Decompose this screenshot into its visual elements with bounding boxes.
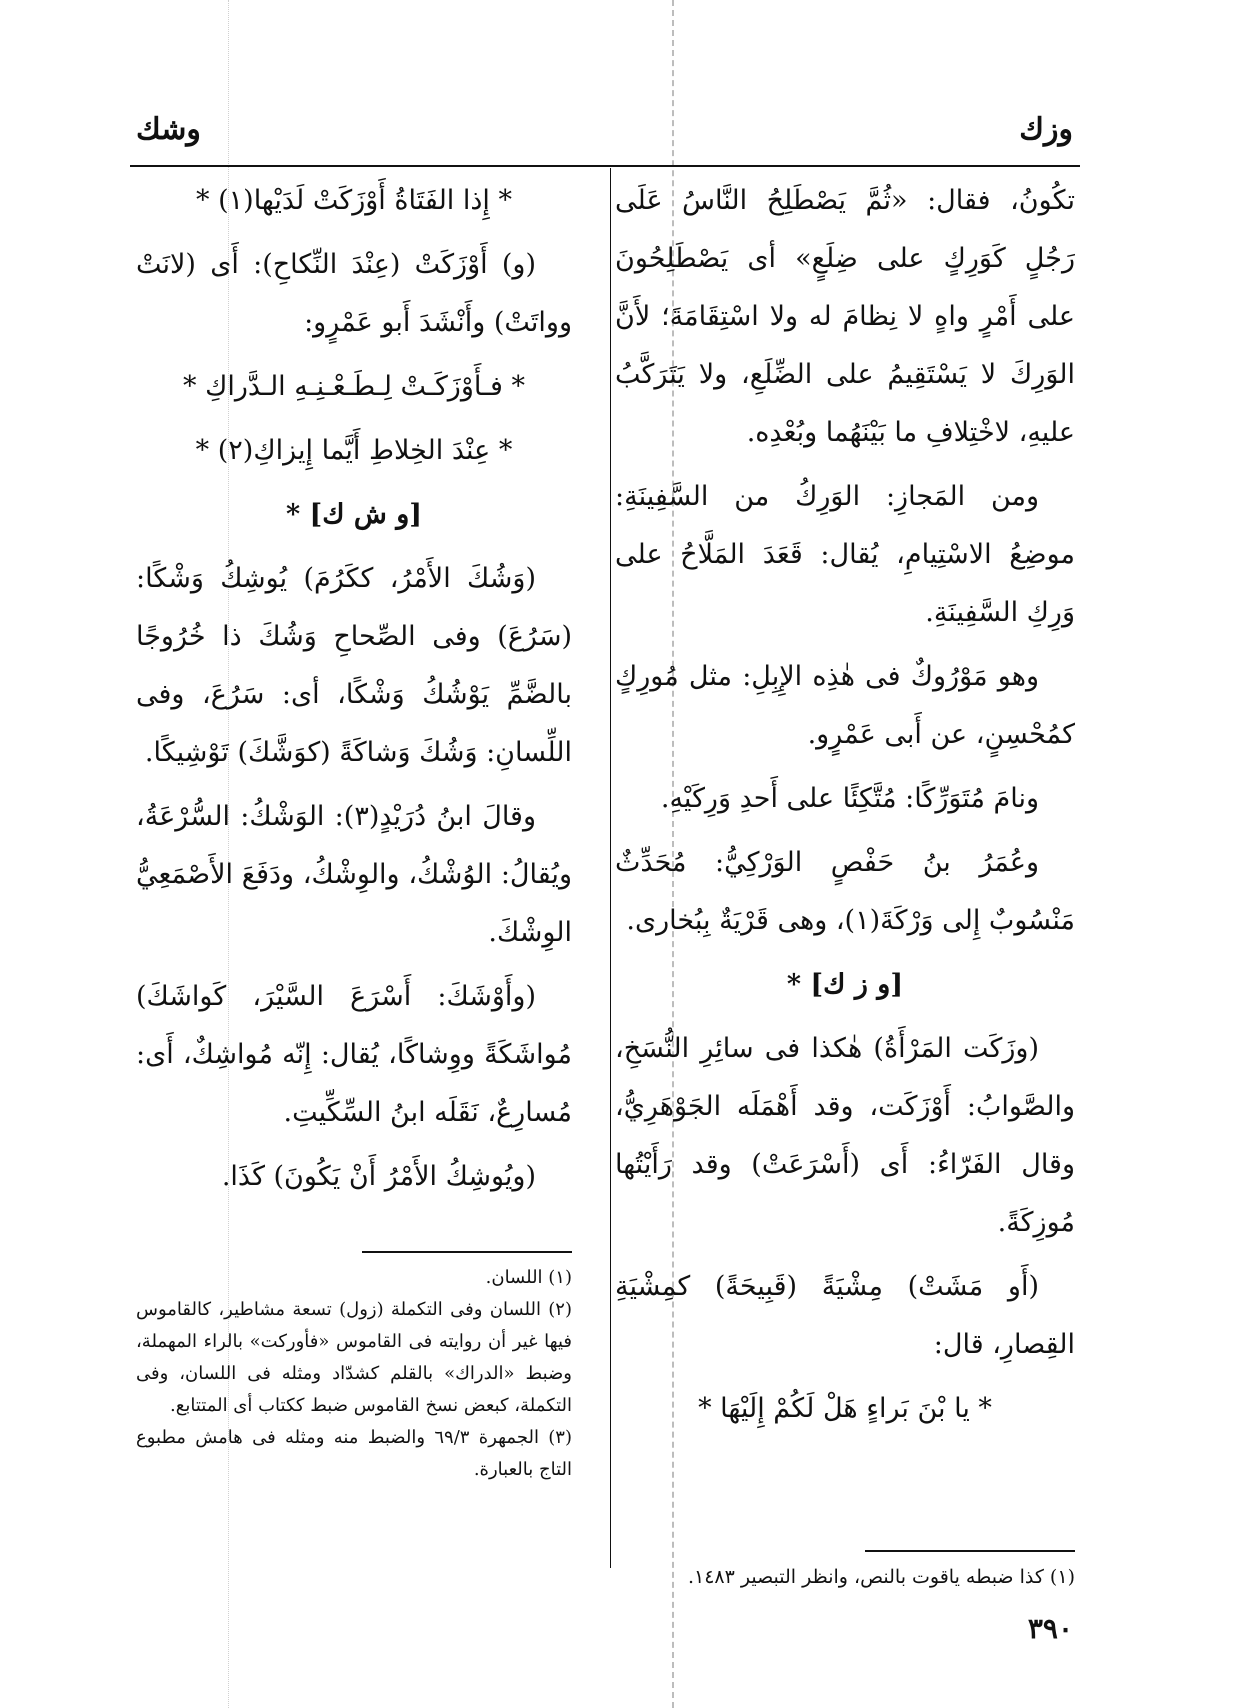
verse-line: * عِنْدَ الخِلاطِ أَيَّما إِيزاكِ(٢) * [195,435,513,466]
footnotes-right [615,1560,1075,1594]
header-rule [130,165,1080,167]
footnote: (١) اللسان. [485,1267,572,1288]
paragraph: (وَشُكَ الأَمْرُ، ككَرُمَ) يُوشِكُ وَشْكًا: (سَرُعَ) وفى الصِّحاحِ وَشُكَ ذا خُرُوجًا بالضَّمِّ يَوْشُكُ وَشْكًا، أى: سَرُعَ، وفى اللِّسانِ: وَشُكَ وَشاكَةً (كوَشَّكَ) تَوْشِيكًا. [136,563,572,768]
paragraph: ونامَ مُتَوَرِّكًا: مُتَّكِئًا على أَحدِ وَرِكَيْهِ. [660,783,1039,814]
paragraph: تكُونُ، فقال: «ثُمَّ يَصْطَلِحُ النَّاسُ عَلَى رَجُلٍ كَوَرِكٍ على ضِلَعٍ» أى يَصْطَلِحُونَ على أَمْرٍ واهٍ لا نِظامَ له ولا اسْتِقَامَةَ؛ لأَنَّ الوَرِكَ لا يَسْتَقِيمُ على الضِّلَعِ، ولا يَتَرَكَّبُ عليهِ، لاخْتِلافِ ما بَيْنَهُما وبُعْدِه. [615,185,1075,448]
footnotes-left [136,1262,572,1486]
paragraph: وقالَ ابنُ دُرَيْدٍ(٣): الوَشْكُ: السُّرْعَةُ، ويُقالُ: الوُشْكُ، والوِشْكُ، ودَفَعَ الأَصْمَعِيُّ الوِشْكَ. [136,801,572,948]
verse-line: * إِذا الفَتَاةُ أَوْزَكَتْ لَدَيْها(١) * [196,185,512,216]
paragraph: وهو مَوْرُوكٌ فى هٰذِه الإِبِلِ: مثل مُورِكٍ كمُحْسِنٍ، عن أَبى عَمْرٍو. [615,661,1075,750]
footnote: (١) كذا ضبطه ياقوت بالنص، وانظر التبصير ١٤٨٣. [687,1566,1075,1588]
footnote: (٣) الجمهرة ٦٩/٣ والضبط منه ومثله فى هامش مطبوع التاج بالعبارة. [136,1427,572,1480]
entry-heading: [و ز ك] * [786,969,904,1000]
verse-line: * فـأَوْزَكَـتْ لِـطَـعْـنِـهِ الـدَّراكِ * [183,371,525,402]
column-divider [610,168,611,1568]
right-column [615,172,1075,1444]
paragraph: (أَو مَشَتْ) مِشْيَةً (قَبِيحَةً) كمِشْيَةِ القِصارِ، قال: [615,1271,1075,1360]
paragraph: (وزَكَت المَرْأَةُ) هٰكذا فى سائِرِ النُّسَخِ، والصَّوابُ: أَوْزَكَت، وقد أَهْمَلَه الجَوْهَرِيُّ، وقال الفَرّاءُ: أَى (أَسْرَعَتْ) وقد رَأَيْتُها مُوزِكَةً. [615,1033,1075,1238]
running-head-right: وزك [1019,112,1073,147]
entry-heading: [و ش ك] * [285,499,423,530]
left-column [136,172,572,1212]
running-head-left: وشك [136,112,201,147]
footnote: (٢) اللسان وفى التكملة (زول) تسعة مشاطير، كالقاموس فيها غير أن روايته فى القاموس «فأورکت» بالراء المهملة، وضبط «الدراك» بالقلم كشدّاد ومثله فى اللسان، وفى التكملة، كبعض نسخ القاموس ضبط ككتاب أى المتتابع. [136,1299,572,1416]
footnote-rule-right [865,1550,1075,1552]
footnote-rule-left [362,1251,572,1253]
paragraph: (وأَوْشَكَ: أَسْرَعَ السَّيْرَ، كَواشَكَ) مُواشَكَةً ووِشاكًا، يُقال: إِنّه مُواشِكٌ، أَى: مُسارِعٌ، نَقَلَه ابنُ السِّكِّيتِ. [136,981,572,1128]
paragraph: ومن المَجازِ: الوَرِكُ من السَّفِينَةِ: موضِعُ الاسْتِيامِ، يُقال: قَعَدَ المَلَّاحُ على وَرِكِ السَّفِينَةِ. [615,481,1075,628]
verse-line: * يا بْنَ بَراءٍ هَلْ لَكُمْ إِلَيْهَا * [698,1393,992,1424]
paragraph: وعُمَرُ بنُ حَفْصٍ الوَرْكِيُّ: مُحَدِّثٌ مَنْسُوبٌ إِلى وَرْكَةَ(١)، وهى قَرْيَةٌ بِبُخارى. [615,847,1075,936]
page-number: ٣٩٠ [1027,1612,1073,1645]
paragraph: (ويُوشِكُ الأَمْرُ أَنْ يَكُونَ) كَذَا. [221,1161,536,1192]
paragraph: (و) أَوْزَكَتْ (عِنْدَ النِّكاحِ): أَى (لانَتْ وواتَتْ) وأَنْشَدَ أَبو عَمْرٍو: [136,249,572,338]
